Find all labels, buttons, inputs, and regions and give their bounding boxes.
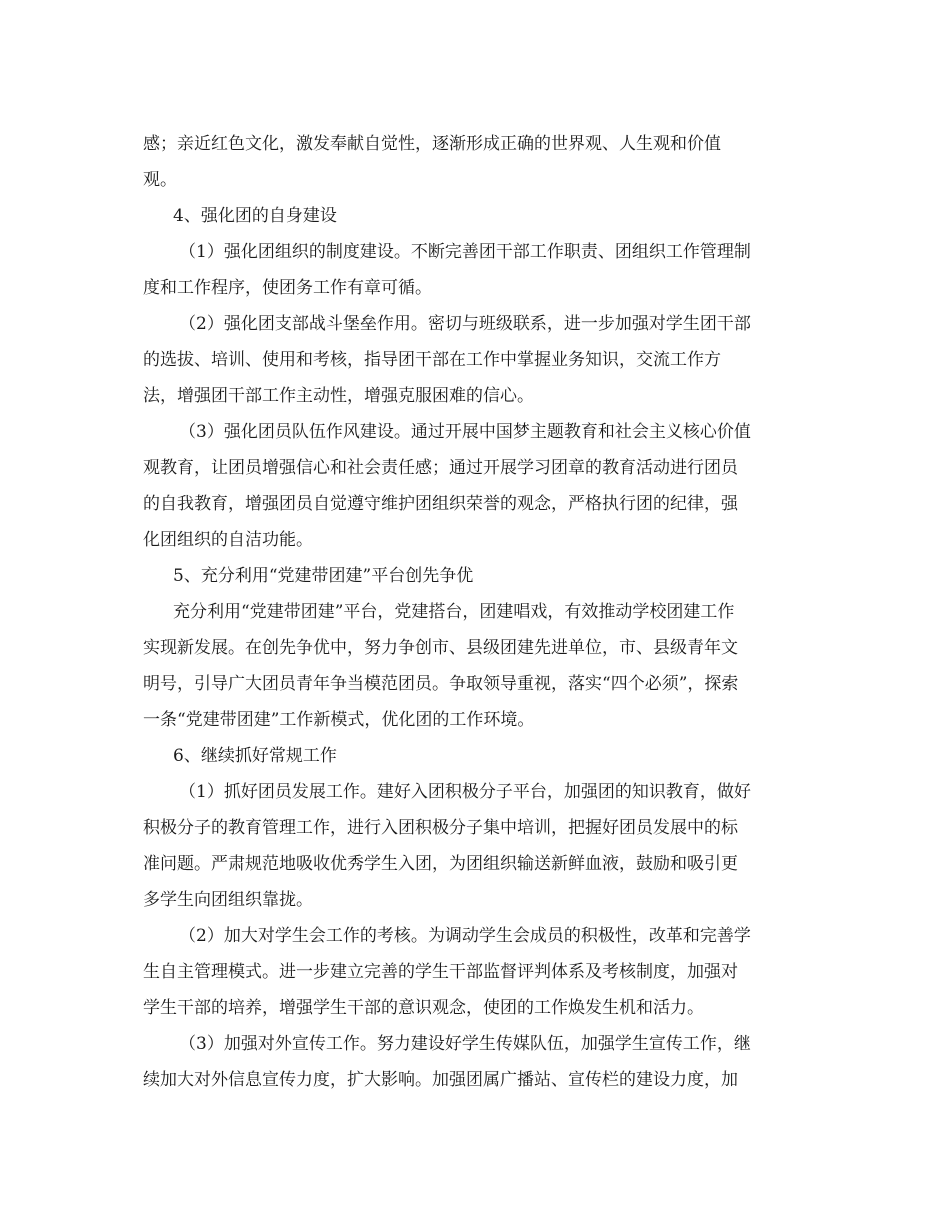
- text-line: 明号，引导广大团员青年争当模范团员。争取领导重视，落实“四个必须”，探索: [143, 674, 739, 694]
- text-line: （1）抓好团员发展工作。建好入团积极分子平台，加强团的知识教育，做好: [179, 782, 751, 802]
- section-heading: 4、强化团的自身建设: [173, 206, 337, 226]
- text-line: 学生干部的培养，增强学生干部的意识观念，使团的工作焕发生机和活力。: [143, 998, 704, 1018]
- section-heading: 5、充分利用“党建带团建”平台创先争优: [173, 566, 474, 586]
- text-line: 积极分子的教育管理工作，进行入团积极分子集中培训，把握好团员发展中的标: [143, 818, 738, 838]
- text-line: （3）强化团员队伍作风建设。通过开展中国梦主题教育和社会主义核心价值: [179, 422, 751, 442]
- text-line: （3）加强对外宣传工作。努力建设好学生传媒队伍，加强学生宣传工作，继: [179, 1034, 751, 1054]
- document-body: [143, 126, 808, 1098]
- text-line: （2）加大对学生会工作的考核。为调动学生会成员的积极性，改革和完善学: [179, 926, 751, 946]
- text-line: 法，增强团干部工作主动性，增强克服困难的信心。: [143, 386, 534, 406]
- text-line: 充分利用“党建带团建”平台，党建搭台，团建唱戏，有效推动学校团建工作: [173, 602, 735, 622]
- text-line: （2）强化团支部战斗堡垒作用。密切与班级联系，进一步加强对学生团干部: [179, 314, 751, 334]
- text-line: 一条“党建带团建”工作新模式，优化团的工作环境。: [143, 710, 535, 730]
- text-line: 观教育，让团员增强信心和社会责任感；通过开展学习团章的教育活动进行团员: [143, 458, 738, 478]
- text-line: 准问题。严肃规范地吸收优秀学生入团，为团组织输送新鲜血液，鼓励和吸引更: [143, 854, 738, 874]
- text-line: 续加大对外信息宣传力度，扩大影响。加强团属广播站、宣传栏的建设力度，加: [143, 1070, 738, 1090]
- text-line: 生自主管理模式。进一步建立完善的学生干部监督评判体系及考核制度，加强对: [143, 962, 738, 982]
- text-line: 的选拔、培训、使用和考核，指导团干部在工作中掌握业务知识，交流工作方: [143, 350, 721, 370]
- text-line: 的自我教育，增强团员自觉遵守维护团组织荣誉的观念，严格执行团的纪律，强: [143, 494, 738, 514]
- text-line: 实现新发展。在创先争优中，努力争创市、县级团建先进单位，市、县级青年文: [143, 638, 738, 658]
- text-line: （1）强化团组织的制度建设。不断完善团干部工作职责、团组织工作管理制: [179, 242, 751, 262]
- text-line: 度和工作程序，使团务工作有章可循。: [143, 278, 432, 298]
- section-heading: 6、继续抓好常规工作: [173, 746, 337, 766]
- text-line: 多学生向团组织靠拢。: [143, 890, 313, 910]
- text-line: 化团组织的自洁功能。: [143, 530, 313, 550]
- text-line: 感；亲近红色文化，激发奉献自觉性，逐渐形成正确的世界观、人生观和价值: [143, 134, 721, 154]
- text-line: 观。: [143, 170, 177, 190]
